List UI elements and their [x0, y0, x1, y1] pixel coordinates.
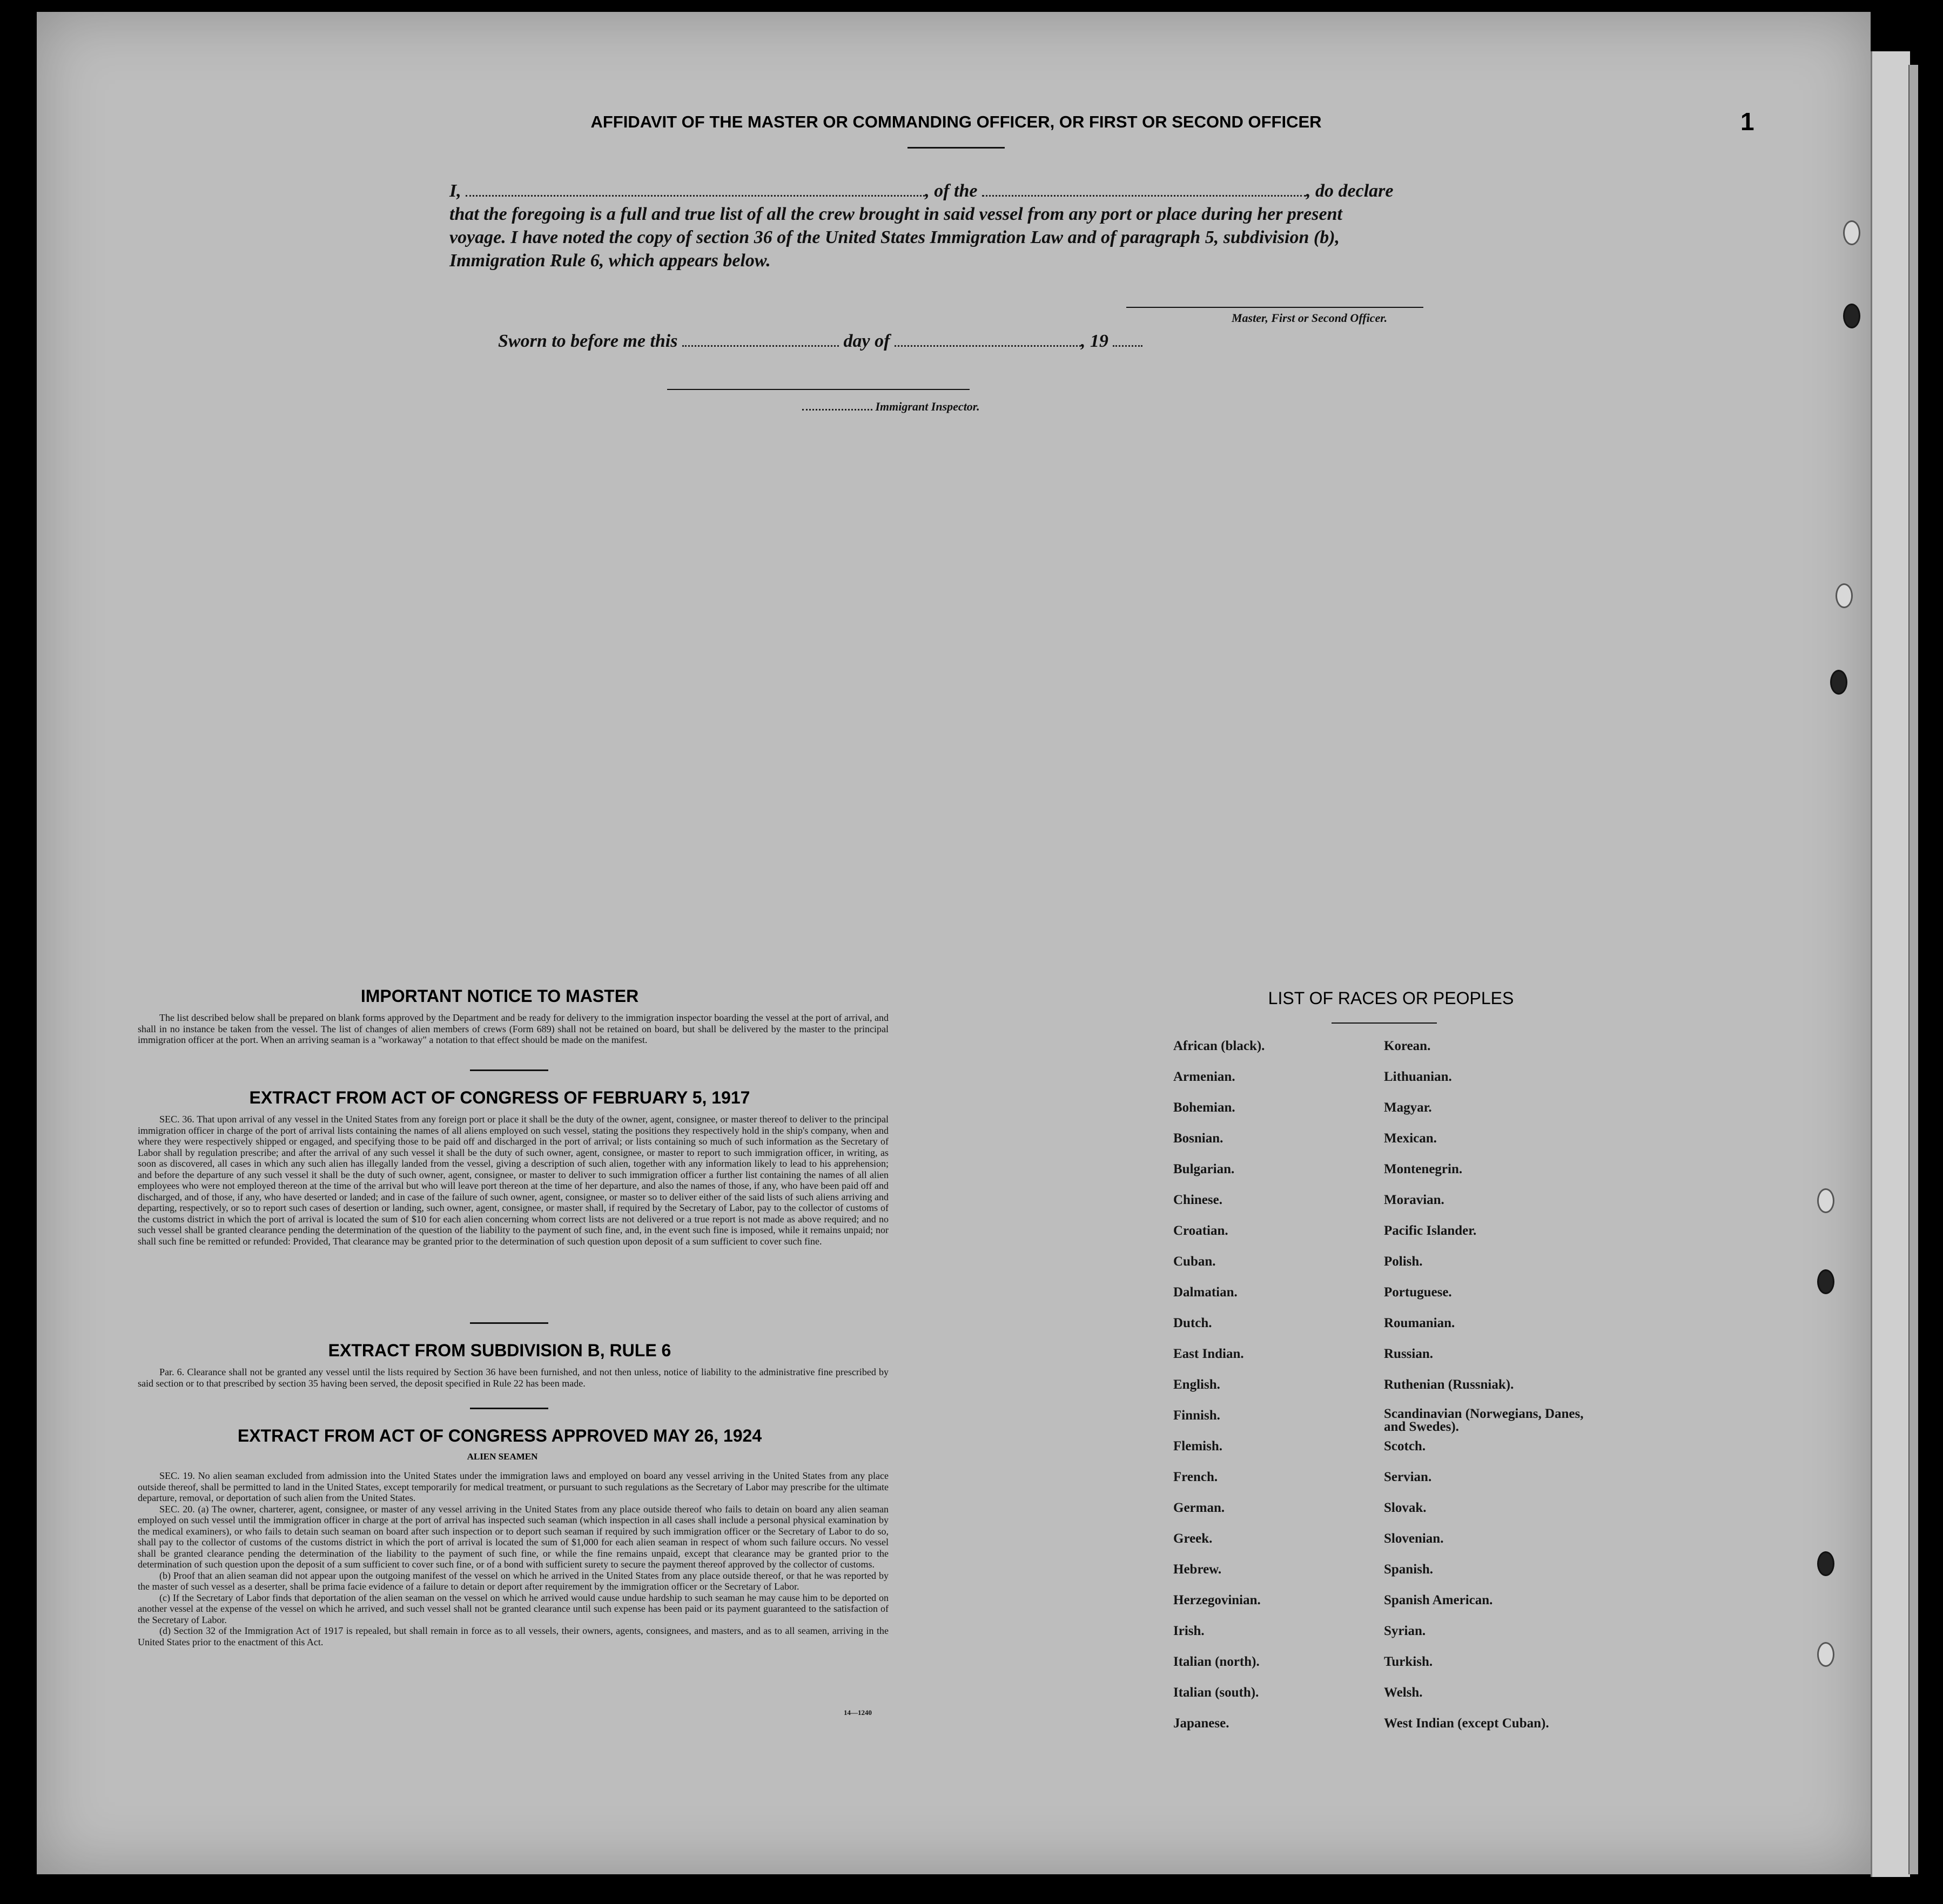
- extract-1924-title: EXTRACT FROM ACT OF CONGRESS APPROVED MAY 26, 1924: [237, 1426, 762, 1445]
- alien-seamen-subtitle: ALIEN SEAMEN: [467, 1451, 538, 1462]
- race-item: Herzegovinian.: [1173, 1593, 1261, 1607]
- races-left-column: [1173, 1038, 1368, 1746]
- sworn-month-field[interactable]: [895, 345, 1081, 347]
- race-item: Korean.: [1384, 1039, 1431, 1053]
- affidavit-line-2: that the foregoing is a full and true list of all the crew brought in said vessel from any port or place during her present: [449, 204, 1342, 224]
- race-item: Turkish.: [1384, 1654, 1433, 1669]
- race-item: East Indian.: [1173, 1347, 1244, 1361]
- race-item: West Indian (except Cuban).: [1384, 1716, 1549, 1731]
- races-title: LIST OF RACES OR PEOPLES: [1268, 988, 1514, 1008]
- race-item: Ruthenian (Russniak).: [1384, 1377, 1514, 1392]
- race-item: Slovak.: [1384, 1501, 1427, 1515]
- race-item: Slovenian.: [1384, 1531, 1444, 1546]
- race-item: German.: [1173, 1501, 1225, 1515]
- title-rule: [907, 147, 1005, 149]
- race-item: Portuguese.: [1384, 1285, 1452, 1300]
- binder-hole: [1830, 670, 1847, 695]
- binder-hole: [1817, 1551, 1834, 1576]
- binder-hole: [1843, 304, 1860, 328]
- race-item: French.: [1173, 1470, 1218, 1484]
- affidavit-line-3: voyage. I have noted the copy of section 36 of the United States Immigration Law and of paragraph 5, subdivision (b),: [449, 227, 1340, 247]
- page-number: 1: [1740, 107, 1754, 136]
- extract-1924-text: [138, 1470, 889, 1647]
- races-right-column: [1384, 1038, 1589, 1746]
- affidavit-line-1: [449, 181, 1393, 201]
- extract-rule6-text: [138, 1367, 889, 1389]
- race-item: Dutch.: [1173, 1316, 1212, 1330]
- race-item: English.: [1173, 1377, 1220, 1392]
- sec20d-paragraph: (d) Section 32 of the Immigration Act of 1917 is repealed, but shall remain in force as to all vessels, their owners, agents, consignees, and masters, and as to all seamen, arriving in the United States prior to the enactment of this Act.: [138, 1625, 889, 1647]
- race-item: Cuban.: [1173, 1254, 1216, 1269]
- race-item: Italian (north).: [1173, 1654, 1260, 1669]
- declare-label: , do declare: [1306, 181, 1394, 201]
- race-item: Moravian.: [1384, 1193, 1444, 1207]
- year-label: , 19: [1080, 331, 1108, 351]
- master-signature-label: Master, First or Second Officer.: [1232, 311, 1388, 325]
- race-item: Italian (south).: [1173, 1685, 1259, 1700]
- inspector-label: [802, 400, 980, 414]
- race-item: Roumanian.: [1384, 1316, 1455, 1330]
- sec19-paragraph: SEC. 19. No alien seaman excluded from admission into the United States under the immigration laws and employed on board any vessel arriving in the United States from any place outside thereof, shall be permitted to land in the United States, except temporarily for medical treatment, or pursuant to such regulations as the Secretary of Labor may prescribe for the ultimate departure, removal, or deportation of such alien from the United States.: [138, 1470, 889, 1503]
- inspector-name-field[interactable]: [802, 408, 872, 411]
- race-item: Mexican.: [1384, 1131, 1437, 1146]
- race-item: Pacific Islander.: [1384, 1223, 1477, 1238]
- day-of-label: day of: [843, 331, 890, 351]
- binder-hole: [1817, 1269, 1834, 1294]
- sec20b-paragraph: (b) Proof that an alien seaman did not appear upon the outgoing manifest of the vessel on which he arrived in the United States from any place outside thereof, or that he was reported by the master of such vessel as a deserter, shall be prima facie evidence of a failure to detain or deport after requirement by the immigration officer or the Secretary of Labor.: [138, 1570, 889, 1592]
- master-name-field[interactable]: [466, 194, 925, 197]
- race-item: Chinese.: [1173, 1193, 1222, 1207]
- race-item: Armenian.: [1173, 1069, 1235, 1084]
- race-item: Lithuanian.: [1384, 1069, 1452, 1084]
- underlying-page-edge-2: [1908, 65, 1918, 1874]
- underlying-page-edge: [1871, 51, 1910, 1877]
- par6-paragraph: Par. 6. Clearance shall not be granted any vessel until the lists required by Section 36 have been furnished, and not then unless, notice of liability to the administrative fine prescribed by said section or to that prescribed by section 35 having been served, the deposit specified in Rule 22 has been made.: [138, 1367, 889, 1389]
- race-item: Syrian.: [1384, 1624, 1426, 1638]
- inspector-label-text: Immigrant Inspector.: [875, 400, 980, 413]
- sworn-line: [498, 331, 1142, 352]
- race-item: Scotch.: [1384, 1439, 1426, 1454]
- sworn-day-field[interactable]: [682, 345, 839, 347]
- notice-title: IMPORTANT NOTICE TO MASTER: [360, 986, 639, 1006]
- sworn-year-field[interactable]: [1113, 345, 1142, 347]
- race-item: Polish.: [1384, 1254, 1423, 1269]
- race-item: Flemish.: [1173, 1439, 1222, 1454]
- race-item: Bulgarian.: [1173, 1162, 1235, 1176]
- binder-hole: [1836, 583, 1853, 608]
- binder-hole: [1843, 220, 1860, 245]
- race-item: Irish.: [1173, 1624, 1205, 1638]
- race-item: Japanese.: [1173, 1716, 1229, 1731]
- vessel-name-field[interactable]: [982, 194, 1306, 197]
- extract-rule6-title: EXTRACT FROM SUBDIVISION B, RULE 6: [328, 1341, 671, 1360]
- sworn-label: Sworn to before me this: [498, 331, 678, 351]
- form-code: 14—1240: [844, 1708, 872, 1717]
- race-item: Russian.: [1384, 1347, 1434, 1361]
- race-item: Finnish.: [1173, 1408, 1220, 1423]
- race-item: Spanish.: [1384, 1562, 1434, 1577]
- race-item: African (black).: [1173, 1039, 1265, 1053]
- sec20c-paragraph: (c) If the Secretary of Labor finds that deportation of the alien seaman on the vessel on which he arrived would cause undue hardship to such seaman he may cause him to be deported on another vessel at the expense of the vessel on which he arrived, and such vessel shall not be granted clearance until such expense has been paid or its payment guaranteed to the satisfaction of the Secretary of Labor.: [138, 1592, 889, 1625]
- affidavit-title: AFFIDAVIT OF THE MASTER OR COMMANDING OFFICER, OR FIRST OR SECOND OFFICER: [590, 112, 1322, 131]
- race-item: Croatian.: [1173, 1223, 1228, 1238]
- extract-1917-text: [138, 1114, 889, 1247]
- races-title-rule: [1332, 1022, 1437, 1024]
- race-item: Greek.: [1173, 1531, 1213, 1546]
- race-item: Scandinavian (Norwegians, Danes, and Swedes).: [1384, 1407, 1584, 1434]
- notice-paragraph: The list described below shall be prepared on blank forms approved by the Department and be ready for delivery to the immigration inspector boarding the vessel at the port of arrival, and shall in no instance be taken from the vessel. The list of changes of alien members of crews (Form 689) shall not be retained on board, but shall be delivered by the master to the principal immigration officer at the port. When an arriving seaman is a "workaway" a notation to that effect should be made on the manifest.: [138, 1012, 889, 1045]
- affidavit-line-4: Immigration Rule 6, which appears below.: [449, 251, 771, 271]
- master-signature-line[interactable]: [1126, 307, 1423, 308]
- extract-1917-title: EXTRACT FROM ACT OF CONGRESS OF FEBRUARY 5, 1917: [249, 1088, 750, 1107]
- race-item: Welsh.: [1384, 1685, 1423, 1700]
- race-item: Bohemian.: [1173, 1100, 1235, 1115]
- sec36-paragraph: SEC. 36. That upon arrival of any vessel in the United States from any foreign port or place it shall be the duty of the owner, agent, consignee, or master thereof to deliver to the principal immigration officer in charge of the port of arrival lists containing the names of all aliens employed on such vessel, stating the positions they respectively hold in the ship's company, when and where they were respectively shipped or engaged, and specifying those to be paid off and discharged in the port of arrival; or lists containing so much of such information as the Secretary of Labor shall by regulation prescribe; and after the arrival of any such vessel it shall be the duty of such owner, agent, consignee, or master to report to such immigration officer, in writing, as soon as discovered, all cases in which any such alien has illegally landed from the vessel, giving a description of such alien, together with any information likely to lead to his apprehension; and before the departure of any such vessel it shall be the duty of such owner, agent, consignee, or master to deliver to such immigration officer a further list containing the names of all alien employees who were not employed thereon at the time of the arrival but who will leave port thereon at the time of her departure, and also the names of those, if any, who have been paid off and discharged, and of those, if any, who have deserted or landed; and in case of the failure of such owner, agent, consignee, or master so to deliver either of the said lists of such aliens arriving and departing, respectively, or so to report such cases of desertion or landing, such owner, agent, consignee, or master shall, if required by the Secretary of Labor, pay to the collector of customs of the customs district in which the port of arrival is located the sum of $10 for each alien concerning whom correct lists are not delivered or a true report is not made as above required; and no such vessel shall be granted clearance pending the determination of the question of the liability to the payment of such fine, and, in the event such fine is imposed, while it remains unpaid; nor shall such fine be remitted or refunded: Provided, That clearance may be granted prior to the determination of such question upon deposit of a sum sufficient to cover such fine.: [138, 1114, 889, 1247]
- notice-text: [138, 1012, 889, 1046]
- section-rule: [470, 1069, 548, 1071]
- race-item: Spanish American.: [1384, 1593, 1493, 1607]
- sec20a-paragraph: SEC. 20. (a) The owner, charterer, agent, consignee, or master of any vessel arriving in the United States from any place outside thereof who fails to detain on board any alien seaman employed on such vessel until the immigration officer in charge at the port of arrival has inspected such seaman (which inspection in all cases shall include a personal physical examination by the medical examiners), or who fails to detain such seaman on board after such inspection or to deport such seaman if required by such immigration officer or the Secretary of Labor to do so, shall pay to the collector of customs of the customs district in which the port of arrival is located the sum of $1,000 for each alien seaman in respect of whom such failure occurs. No vessel shall be granted clearance pending the determination of the liability to the payment of such fine, or while the fine remains unpaid, except that clearance may be granted prior to the determination of such question upon the deposit of a sum sufficient to cover such fine, or of a bond with sufficient surety to secure the payment thereof approved by the collector of customs.: [138, 1503, 889, 1570]
- race-item: Dalmatian.: [1173, 1285, 1238, 1300]
- binder-hole: [1817, 1188, 1834, 1213]
- race-item: Montenegrin.: [1384, 1162, 1463, 1176]
- binder-hole: [1817, 1642, 1834, 1667]
- race-item: Magyar.: [1384, 1100, 1432, 1115]
- section-rule: [470, 1408, 548, 1409]
- section-rule: [470, 1322, 548, 1324]
- i-label: I,: [449, 181, 461, 201]
- of-the-label: , of the: [925, 181, 978, 201]
- race-item: Hebrew.: [1173, 1562, 1222, 1577]
- inspector-signature-line[interactable]: [667, 389, 970, 390]
- race-item: Bosnian.: [1173, 1131, 1223, 1146]
- race-item: Servian.: [1384, 1470, 1432, 1484]
